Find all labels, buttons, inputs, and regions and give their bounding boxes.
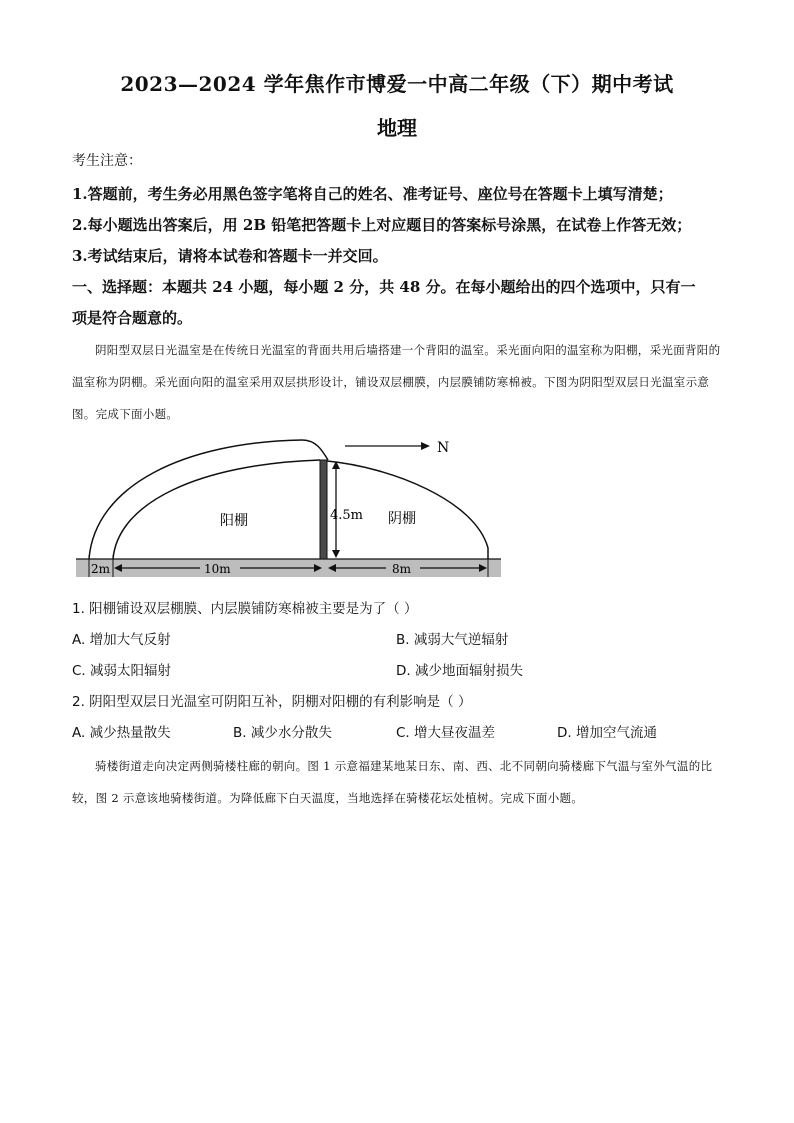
question-1-option-d: D. 减少地面辐射损失: [396, 663, 523, 679]
subject-title: 地理: [377, 116, 417, 140]
dimension-8m: 8m: [392, 562, 412, 576]
question-2-stem: 2. 阴阳型双层日光温室可阴阳互补，阴棚对阳棚的有利影响是（ ）: [72, 694, 472, 710]
question-1-option-b: B. 减弱大气逆辐射: [396, 632, 509, 648]
question-2-option-a: A. 减少热量散失: [72, 725, 171, 741]
passage-arcade: 骑楼街道走向决定两侧骑楼柱廊的朝向。图 1 示意福建某地某日东、南、西、北不同朝向骑楼廊下气温与室外气温的比较，图 2 示意该地骑楼街道。为降低廊下白天温度，当地选择在骑楼花坛处植树。完成下面小题。: [72, 759, 713, 805]
question-1-option-c: C. 减弱太阳辐射: [72, 663, 172, 679]
question-1-option-a: A. 增加大气反射: [72, 632, 171, 648]
section-heading-line2: 项是符合题意的。: [72, 309, 193, 327]
yang-shed-label: 阳棚: [220, 513, 248, 529]
dimension-10m: 10m: [204, 562, 231, 576]
notice-item-2: 2.每小题选出答案后，用 2B 铅笔把答题卡上对应题目的答案标号涂黑，在试卷上作答无效；: [72, 216, 692, 234]
question-2-option-d: D. 增加空气流通: [557, 725, 657, 741]
notice-heading: 考生注意：: [72, 153, 142, 169]
question-1-stem: 1. 阳棚铺设双层棚膜、内层膜铺防寒棉被主要是为了（ ）: [72, 601, 418, 617]
yin-shed-label: 阴棚: [388, 511, 416, 527]
exam-title: 2023—2024 学年焦作市博爱一中高二年级（下）期中考试: [120, 72, 674, 96]
height-label: 4.5m: [329, 508, 363, 523]
dimension-2m: 2m: [91, 562, 111, 576]
back-wall: [320, 460, 327, 559]
inner-arch: [113, 460, 320, 559]
passage-greenhouse: 阴阳型双层日光温室是在传统日光温室的背面共用后墙搭建一个背阳的温室。采光面向阳的温室称为阳棚，采光面背阳的温室称为阴棚。采光面向阳的温室采用双层拱形设计，铺设双层棚膜，内层膜铺防寒棉被。下图为阴阳型双层日光温室示意图。完成下面小题。: [72, 343, 721, 421]
north-label: N: [437, 440, 450, 456]
section-heading-line1: 一、选择题：本题共 24 小题，每小题 2 分，共 48 分。在每小题给出的四个选项中，只有一: [72, 278, 696, 296]
notice-item-3: 3.考试结束后，请将本试卷和答题卡一并交回。: [72, 247, 388, 265]
outer-arch: [89, 440, 328, 559]
question-2-option-b: B. 减少水分散失: [233, 725, 332, 741]
question-2-option-c: C. 增大昼夜温差: [396, 725, 496, 741]
notice-item-1: 1.答题前，考生务必用黑色签字笔将自己的姓名、准考证号、座位号在答题卡上填写清楚；: [72, 185, 673, 203]
greenhouse-diagram: [70, 430, 510, 580]
